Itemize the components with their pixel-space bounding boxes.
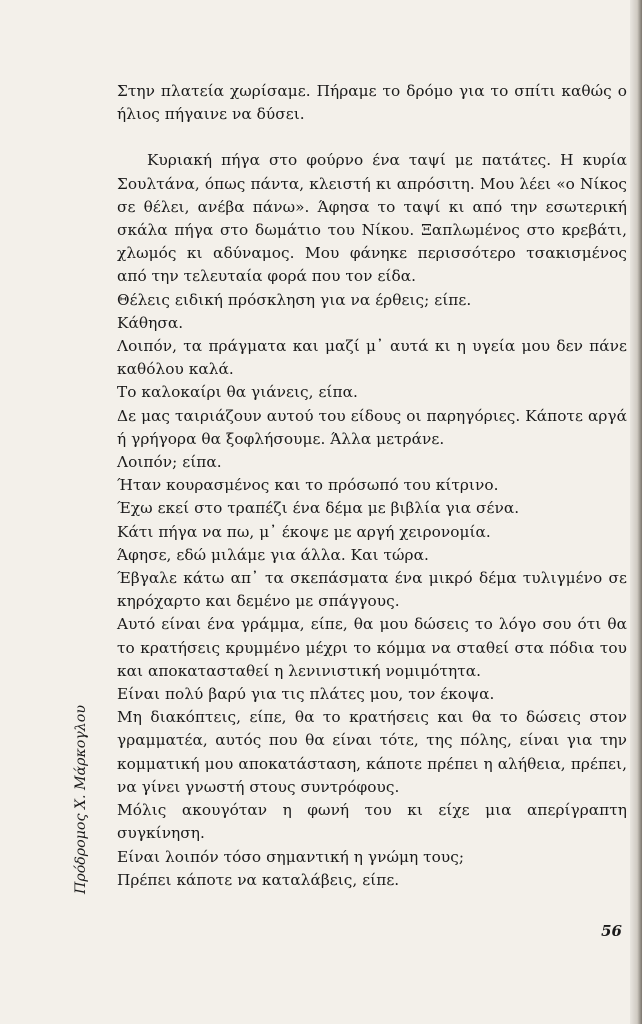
paragraph-8: Λοιπόν; είπα. <box>117 453 222 472</box>
paragraph-13: Έβγαλε κάτω απ᾽ τα σκεπάσματα ένα μικρό δέμα τυλιγμένο σε κηρόχαρτο και δεμένο με σπάγγους. <box>117 569 627 611</box>
paragraph-15: Είναι πολύ βαρύ για τις πλάτες μου, τον έκοψα. <box>117 685 495 704</box>
paragraph-4: Κάθησα. <box>117 313 184 332</box>
paragraph-11: Κάτι πήγα να πω, μ᾽ έκοψε με αργή χειρονομία. <box>117 522 491 541</box>
paragraph-14: Αυτό είναι ένα γράμμα, είπε, θα μου δώσεις το λόγο σου ότι θα το κρατήσεις κρυμμένο μέχρι το κόμμα να σταθεί στα πόδια του και αποκατασταθεί η λενινιστική νομιμότητα. <box>117 615 627 680</box>
paragraph-10: Έχω εκεί στο τραπέζι ένα δέμα με βιβλία για σένα. <box>117 499 520 518</box>
paragraph-5: Λοιπόν, τα πράγματα και μαζί μ᾽ αυτά κι η υγεία μου δεν πάνε καθόλου καλά. <box>117 337 627 379</box>
running-header: Πρόδρομος Χ. Μάρκογλου <box>73 705 89 894</box>
paragraph-1: Στην πλατεία χωρίσαμε. Πήραμε το δρόμο για το σπίτι καθώς ο ήλιος πήγαινε να δύσει. <box>117 82 627 124</box>
paragraph-18: Είναι λοιπόν τόσο σημαντική η γνώμη τους; <box>117 847 465 866</box>
page-edge <box>630 0 642 1024</box>
paragraph-17: Μόλις ακουγόταν η φωνή του κι είχε μια απερίγραπτη συγκίνηση. <box>117 801 627 843</box>
paragraph-3: Θέλεις ειδική πρόσκληση για να έρθεις; είπε. <box>117 290 472 309</box>
paragraph-12: Άφησε, εδώ μιλάμε για άλλα. Και τώρα. <box>117 545 429 564</box>
paragraph-6: Το καλοκαίρι θα γιάνεις, είπα. <box>117 383 358 402</box>
page-number: 56 <box>601 922 622 940</box>
paragraph-19: Πρέπει κάποτε να καταλάβεις, είπε. <box>117 870 400 889</box>
body-text <box>117 80 627 892</box>
paragraph-7: Δε μας ταιριάζουν αυτού του είδους οι παρηγόριες. Κάποτε αργά ή γρήγορα θα ξοφλήσουμε. Άλλα μετράνε. <box>117 406 627 448</box>
paragraph-2: Κυριακή πήγα στο φούρνο ένα ταψί με πατάτες. Η κυρία Σουλτάνα, όπως πάντα, κλειστή κι απρόσιτη. Μου λέει «ο Νίκος σε θέλει, ανέβα πάνω». Άφησα το ταψί κι από την εσωτερική σκάλα πήγα στο δωμάτιο του Νίκου. Ξαπλωμένος στο κρεβάτι, χλωμός κι αδύναμος. Μου φάνηκε περισσότερο τσακισμένος από την τελευταία φορά που τον είδα. <box>117 151 627 286</box>
paragraph-16: Μη διακόπτεις, είπε, θα το κρατήσεις και θα το δώσεις στον γραμματέα, αυτός που θα είναι τότε, της πόλης, είναι για την κομματική μου αποκατάσταση, κάποτε πρέπει η αλήθεια, πρέπει, να γίνει γνωστή στους συντρόφους. <box>117 708 627 796</box>
paragraph-9: Ήταν κουρασμένος και το πρόσωπό του κίτρινο. <box>117 476 499 495</box>
